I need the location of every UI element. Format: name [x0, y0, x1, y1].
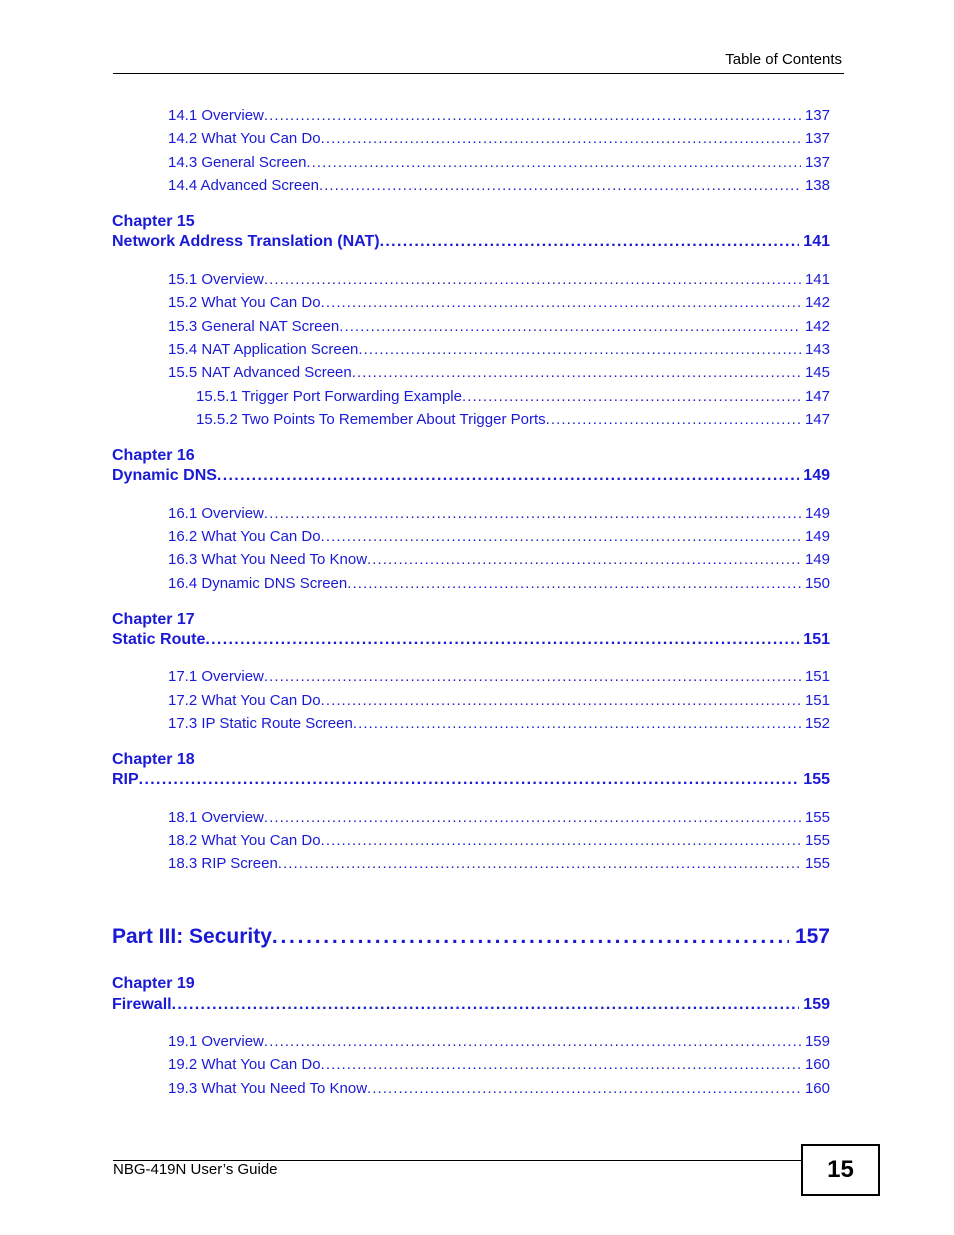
toc-entry-14-3[interactable]: 14.3 General Screen . . . 137	[168, 154, 830, 174]
chapter-17-label: Chapter 17	[112, 611, 195, 628]
chapter-16-label: Chapter 16	[112, 447, 195, 464]
toc-entry-14-1[interactable]: 14.1 Overview . . . 137	[168, 107, 830, 127]
toc-entry-19-2[interactable]: 19.2 What You Can Do . . . 160	[168, 1056, 830, 1076]
toc-entry-15-1[interactable]: 15.1 Overview . . . 141	[168, 271, 830, 291]
toc-entry-18-3[interactable]: 18.3 RIP Screen . . . 155	[168, 855, 830, 875]
toc-entry-16-1[interactable]: 16.1 Overview . . . 149	[168, 505, 830, 525]
toc-part-3[interactable]: Part III: Security . . . 157	[112, 925, 830, 953]
page-number: 15	[827, 1156, 854, 1183]
toc-entry-18-2[interactable]: 18.2 What You Can Do . . . 155	[168, 832, 830, 852]
toc-entry-16-2[interactable]: 16.2 What You Can Do . . . 149	[168, 528, 830, 548]
toc-chapter-17[interactable]: Static Route . . . 151	[112, 631, 830, 653]
toc-chapter-18[interactable]: RIP . . . 155	[112, 771, 830, 793]
toc-chapter-16[interactable]: Dynamic DNS . . . 149	[112, 467, 830, 489]
toc-entry-15-4[interactable]: 15.4 NAT Application Screen . . . 143	[168, 341, 830, 361]
chapter-15-label: Chapter 15	[112, 213, 195, 230]
toc-entry-14-2[interactable]: 14.2 What You Can Do . . . 137	[168, 130, 830, 150]
toc-entry-17-3[interactable]: 17.3 IP Static Route Screen . . . 152	[168, 715, 830, 735]
toc-entry-19-1[interactable]: 19.1 Overview . . . 159	[168, 1033, 830, 1053]
toc-entry-15-5-2[interactable]: 15.5.2 Two Points To Remember About Trigger Ports . . . 147	[196, 411, 830, 431]
header-rule	[113, 73, 844, 74]
chapter-18-label: Chapter 18	[112, 751, 195, 768]
toc-entry-18-1[interactable]: 18.1 Overview . . . 155	[168, 809, 830, 829]
toc-entry-15-2[interactable]: 15.2 What You Can Do . . . 142	[168, 294, 830, 314]
toc-entry-16-3[interactable]: 16.3 What You Need To Know . . . 149	[168, 551, 830, 571]
toc-entry-17-2[interactable]: 17.2 What You Can Do . . . 151	[168, 692, 830, 712]
toc-chapter-15[interactable]: Network Address Translation (NAT) . . . 141	[112, 233, 830, 255]
toc-entry-14-4[interactable]: 14.4 Advanced Screen . . . 138	[168, 177, 830, 197]
footer-guide-title: NBG-419N User’s Guide	[113, 1161, 278, 1178]
toc-entry-19-3[interactable]: 19.3 What You Need To Know . . . 160	[168, 1080, 830, 1100]
toc-chapter-19[interactable]: Firewall . . . 159	[112, 996, 830, 1018]
toc-entry-15-3[interactable]: 15.3 General NAT Screen . . . 142	[168, 318, 830, 338]
page-number-box	[801, 1144, 880, 1196]
toc-entry-16-4[interactable]: 16.4 Dynamic DNS Screen . . . 150	[168, 575, 830, 595]
toc-entry-17-1[interactable]: 17.1 Overview . . . 151	[168, 668, 830, 688]
toc-entry-15-5-1[interactable]: 15.5.1 Trigger Port Forwarding Example . . . 147	[196, 388, 830, 408]
toc-entry-15-5[interactable]: 15.5 NAT Advanced Screen . . . 145	[168, 364, 830, 384]
header-title: Table of Contents	[725, 51, 842, 68]
chapter-19-label: Chapter 19	[112, 975, 195, 992]
